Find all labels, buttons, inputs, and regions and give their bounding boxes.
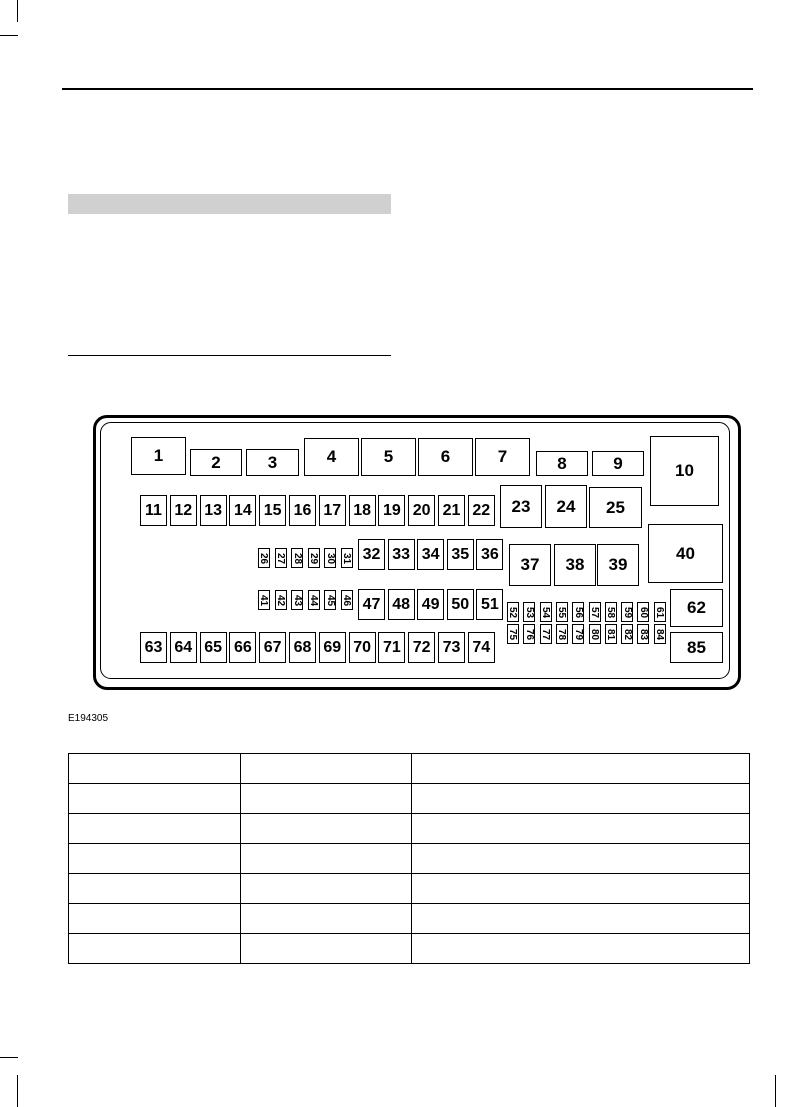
fuse-18: 18: [349, 495, 376, 526]
fuse-77: 77: [540, 624, 552, 644]
fuse-66: 66: [229, 632, 256, 663]
table-cell: [241, 844, 412, 874]
fuse-61: 61: [654, 602, 666, 622]
fuse-40: 40: [648, 524, 723, 583]
fuse-28: 28: [291, 548, 303, 568]
fuse-2: 2: [190, 449, 242, 476]
fuse-49: 49: [417, 589, 444, 620]
table-cell: [69, 904, 241, 934]
table-row: [69, 814, 750, 844]
fuse-45: 45: [324, 590, 336, 610]
fuse-42: 42: [275, 590, 287, 610]
table-cell: [69, 814, 241, 844]
fuse-25: 25: [589, 487, 642, 528]
fuse-79: 79: [572, 624, 584, 644]
fuse-60: 60: [637, 602, 649, 622]
table-cell: [241, 754, 412, 784]
table-cell: [412, 904, 750, 934]
fuse-32: 32: [358, 539, 385, 570]
fuse-13: 13: [200, 495, 227, 526]
fuse-41: 41: [258, 590, 270, 610]
fuse-83: 83: [637, 624, 649, 644]
fuse-48: 48: [388, 589, 415, 620]
fuse-15: 15: [259, 495, 286, 526]
fuse-37: 37: [509, 544, 551, 586]
fuse-52: 52: [507, 602, 519, 622]
crop-mark: [775, 1075, 776, 1107]
fuse-59: 59: [621, 602, 633, 622]
table-cell: [412, 874, 750, 904]
table-cell: [412, 844, 750, 874]
fuse-16: 16: [289, 495, 316, 526]
fuse-63: 63: [140, 632, 167, 663]
fuse-51: 51: [476, 589, 503, 620]
section-heading-bar: [68, 194, 391, 214]
fuse-8: 8: [536, 451, 588, 476]
table-cell: [69, 754, 241, 784]
fuse-39: 39: [597, 544, 639, 586]
fuse-73: 73: [438, 632, 465, 663]
fuse-74: 74: [468, 632, 495, 663]
fuse-20: 20: [408, 495, 435, 526]
fuse-7: 7: [475, 438, 530, 476]
fuse-76: 76: [523, 624, 535, 644]
crop-mark: [17, 1075, 18, 1107]
fuse-68: 68: [289, 632, 316, 663]
fuse-72: 72: [408, 632, 435, 663]
fuse-5: 5: [361, 438, 416, 476]
fuse-33: 33: [388, 539, 415, 570]
figure-code: E194305: [68, 713, 109, 724]
fuse-65: 65: [200, 632, 227, 663]
fuse-81: 81: [605, 624, 617, 644]
fuse-85: 85: [670, 632, 723, 663]
fuse-29: 29: [308, 548, 320, 568]
fuse-17: 17: [319, 495, 346, 526]
section-divider: [68, 355, 391, 356]
table-cell: [412, 814, 750, 844]
fuse-44: 44: [308, 590, 320, 610]
fuse-43: 43: [291, 590, 303, 610]
fuse-19: 19: [378, 495, 405, 526]
fuse-3: 3: [246, 449, 299, 476]
table-row: [69, 874, 750, 904]
fuse-82: 82: [621, 624, 633, 644]
fuse-35: 35: [447, 539, 474, 570]
crop-mark: [0, 1057, 18, 1058]
fuse-9: 9: [592, 451, 644, 476]
table-cell: [412, 754, 750, 784]
table-cell: [241, 814, 412, 844]
table-cell: [241, 874, 412, 904]
fuse-84: 84: [654, 624, 666, 644]
fuse-36: 36: [476, 539, 503, 570]
table-row: [69, 844, 750, 874]
fuse-64: 64: [170, 632, 197, 663]
fuse-30: 30: [324, 548, 336, 568]
fuse-12: 12: [170, 495, 197, 526]
fuse-75: 75: [507, 624, 519, 644]
fuse-62: 62: [670, 589, 723, 627]
table-row: [69, 784, 750, 814]
fuse-54: 54: [540, 602, 552, 622]
crop-mark: [17, 0, 18, 22]
fuse-53: 53: [523, 602, 535, 622]
fuse-23: 23: [500, 485, 542, 528]
fuse-78: 78: [556, 624, 568, 644]
fuse-38: 38: [554, 544, 596, 586]
fuse-table: [68, 753, 750, 964]
fuse-27: 27: [275, 548, 287, 568]
fuse-80: 80: [589, 624, 601, 644]
fuse-21: 21: [438, 495, 465, 526]
fuse-47: 47: [358, 589, 385, 620]
table-row: [69, 754, 750, 784]
table-cell: [69, 934, 241, 964]
table-row: [69, 934, 750, 964]
fuse-58: 58: [605, 602, 617, 622]
fuse-10: 10: [650, 436, 719, 506]
fuse-6: 6: [418, 438, 473, 476]
crop-mark: [0, 35, 18, 36]
table-cell: [412, 934, 750, 964]
fuse-31: 31: [341, 548, 353, 568]
fuse-57: 57: [589, 602, 601, 622]
fuse-24: 24: [545, 485, 587, 528]
fuse-34: 34: [417, 539, 444, 570]
fuse-69: 69: [319, 632, 346, 663]
fuse-67: 67: [259, 632, 286, 663]
fuse-4: 4: [304, 438, 359, 476]
fuse-11: 11: [140, 495, 167, 526]
fuse-22: 22: [468, 495, 495, 526]
header-rule: [62, 88, 753, 90]
fuse-55: 55: [556, 602, 568, 622]
fuse-14: 14: [229, 495, 256, 526]
table-cell: [412, 784, 750, 814]
table-cell: [241, 904, 412, 934]
fuse-70: 70: [349, 632, 376, 663]
table-cell: [69, 874, 241, 904]
fuse-50: 50: [447, 589, 474, 620]
fuse-46: 46: [341, 590, 353, 610]
table-cell: [69, 784, 241, 814]
fuse-26: 26: [258, 548, 270, 568]
fuse-71: 71: [378, 632, 405, 663]
fuse-1: 1: [131, 437, 186, 475]
table-row: [69, 904, 750, 934]
fuse-56: 56: [572, 602, 584, 622]
table-cell: [241, 784, 412, 814]
table-cell: [241, 934, 412, 964]
table-cell: [69, 844, 241, 874]
